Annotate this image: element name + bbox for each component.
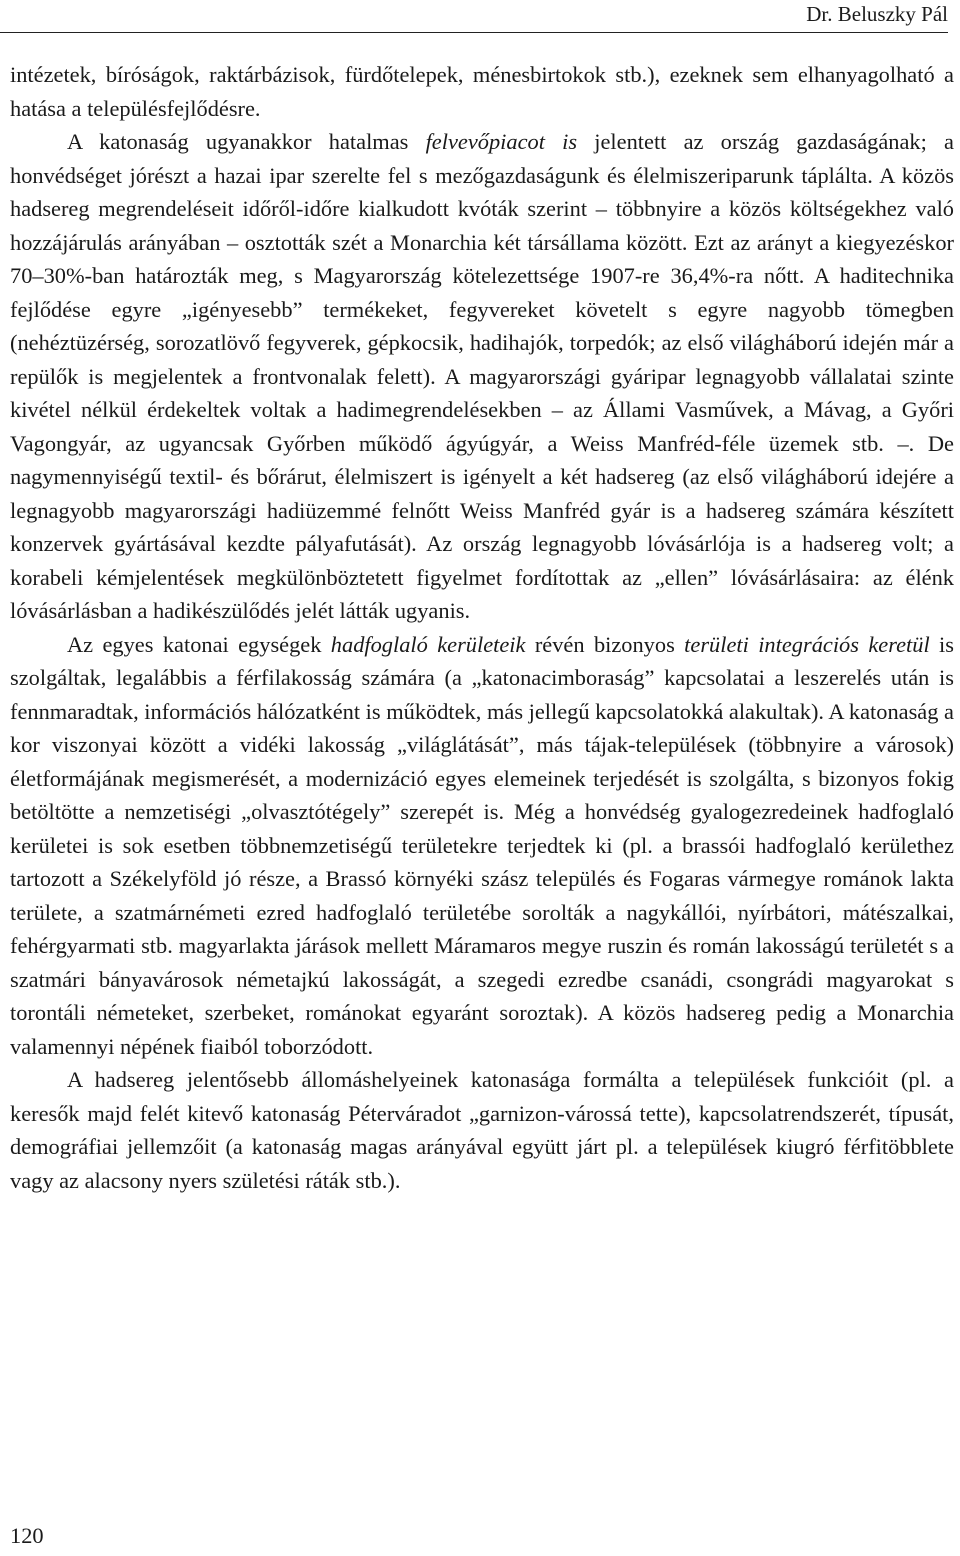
paragraph-1: [10, 58, 954, 628]
paragraph-2-part-3: is szolgáltak, legalábbis a férfilakosság számára (a „katonacimboraság” kapcsolatai a leszerelés után is fennmaradtak, információs hálózatként is működtek, más jellegű kapcsolatokká alakultak). A katonaság a kor viszonyai között a vidéki lakosság „világlátását”, más tájak-települések (többnyire a városok) életformájának megismerését, a modernizáció egyes elemeinek terjedését is szolgálta, s bizonyos fokig betöltötte a nemzetiségi „olvasztótégely” szerepét is. Még a honvédség gyalogezredeinek hadfoglaló kerületei is sok esetben többnemzetiségű területekre terjedtek ki (pl. a brassói hadfoglaló kerülethez tartozott a Székelyföld jó része, a Brassó környéki szász település és Fogaras vármegye románok lakta területe, a szatmárnémeti ezred hadfoglaló területébe sorolták a nagykállói, nyírbátori, mátészalkai, fehérgyarmati stb. magyarlakta járások mellett Máramaros megye ruszin és román lakosságú területét s a szatmári bányavárosok németajkú lakosságát, a szegedi ezredbe csanádi, csongrádi magyarokat s torontáli németeket, szerbeket, románokat egyaránt soroztak). A közös hadsereg pedig a Monarchia valamennyi népének fiaiból toborzódott.: [10, 631, 954, 1059]
paragraph-1-part-2: A katonaság ugyanakkor hatalmas: [67, 129, 426, 154]
paragraph-2: [10, 628, 954, 1064]
body-text: [10, 58, 954, 1197]
paragraph-3-text: A hadsereg jelentősebb állomáshelyeinek katonasága formálta a települések funkcióit (pl. a keresők majd felét kitevő katonaság Péterváradot „garnizon-várossá tette), kapcsolatrendszerét, típusát, demográfiai jellemzőit (a katonaság magas arányával együtt járt pl. a települések kiugró férfitöbblete vagy az alacsony nyers születési ráták stb.).: [10, 1067, 954, 1193]
paragraph-2-part-1: Az egyes katonai egységek: [67, 631, 331, 657]
paragraph-3: [10, 1063, 954, 1197]
paragraph-1-part-1: intézetek, bíróságok, raktárbázisok, fürdőtelepek, ménesbirtokok stb.), ezeknek sem elhanyagolható a hatása a településfejlődésre.: [10, 62, 954, 121]
paragraph-2-part-2: révén bizonyos: [525, 631, 685, 657]
paragraph-1-part-3: jelentett az ország gazdaságának; a honvédséget jórészt a hazai ipar szerelte fel s mezőgazdaságunk és élelmiszeriparunk táplálta. A közös hadsereg megrendeléseit időről-időre kialkudott kvóták szerint – többnyire a közös költségekhez való hozzájárulás arányában – osztották szét a Monarchia két társállama között. Ezt az arányt a kiegyezéskor 70–30%-ban határozták meg, s Magyarország kötelezettsége 1907-re 36,4%-ra nőtt. A haditechnika fejlődése egyre „igényesebb” termékeket, fegyvereket követelt s egyre nagyobb tömegben (nehéztüzérség, sorozatlövő fegyverek, gépkocsik, hadihajók, torpedók; az első világháború idején már a repülők is megjelentek a frontvonalak felett). A magyarországi gyáripar legnagyobb vállalatai szinte kivétel nélkül érdekeltek voltak a hadimegrendelésekben – az Állami Vasművek, a Mávag, a Győri Vagongyár, az ugyancsak Győrben működő ágyúgyár, a Weiss Manfréd-féle üzemek stb. –. De nagymennyiségű textil- és bőrárut, élelmiszert is igényelt a két hadsereg (az első világháború idejére a legnagyobb magyarországi hadiüzemmé felnőtt Weiss Manfréd gyár is a hadsereg számára készített konzervek gyártásával kezdte pályafutását). Az ország legnagyobb lóvásárlója is a hadsereg volt; a korabeli kémjelentések megkülönböztetett figyelmet fordítottak az „ellen” lóvásárlásaira: az élénk lóvásárlásban a hadikészülődés jelét látták ugyanis.: [10, 129, 954, 623]
paragraph-2-emphasis-2: területi integrációs keretül: [684, 631, 930, 657]
paragraph-2-emphasis-1: hadfoglaló kerületeik: [330, 631, 526, 657]
page-number: 120: [10, 1523, 44, 1548]
paragraph-1-emphasis: felvevőpiacot is: [425, 129, 578, 154]
header-author: Dr. Beluszky Pál: [806, 2, 948, 26]
running-header: [0, 0, 948, 33]
